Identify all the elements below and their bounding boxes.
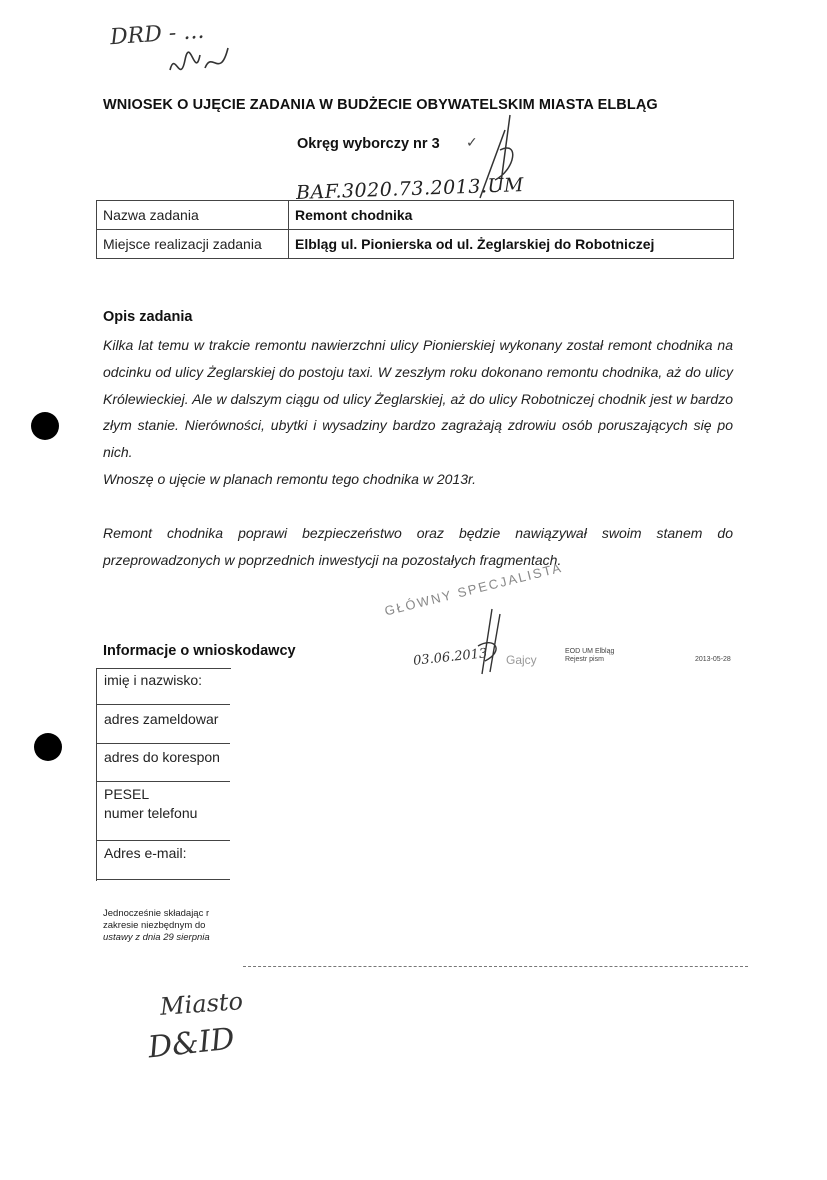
stamp-name: Gajcy — [506, 653, 537, 667]
registry-stamp — [565, 648, 614, 664]
consent-line: ustawy z dnia 29 sierpnia — [103, 932, 210, 943]
punch-hole — [34, 733, 62, 761]
applicant-heading: Informacje o wnioskodawcy — [103, 643, 296, 659]
stamp-signature — [470, 606, 510, 676]
handwritten-bottom-note: Miasto — [159, 987, 244, 1021]
punch-hole — [31, 412, 59, 440]
handwritten-top-note: DRD - ... — [109, 18, 206, 51]
address-field-label: adres zameldowar — [104, 711, 219, 727]
table-divider — [96, 879, 230, 880]
table-row — [97, 201, 734, 230]
check-mark-icon: ✓ — [466, 134, 478, 150]
description-paragraph: Remont chodnika poprawi bezpieczeństwo oraz będzie nawiązywał swoim stanem do przeprowadzonych w poprzednich inwestycji na pozostałych fragmentach. — [103, 524, 733, 568]
task-table — [96, 200, 734, 259]
description-paragraph: Wnoszę o ujęcie w planach remontu tego chodnika w 2013r. — [103, 470, 477, 487]
consent-line: Jednocześnie składając r — [103, 908, 210, 919]
initials-scribble — [150, 40, 240, 90]
document-title: WNIOSEK O UJĘCIE ZADANIA W BUDŻECIE OBYWATELSKIM MIASTA ELBLĄG — [103, 97, 658, 113]
name-field-label: imię i nazwisko: — [104, 672, 203, 688]
district-label: Okręg wyborczy nr 3 — [297, 136, 440, 152]
registry-line: EOD UM Elbląg — [565, 648, 615, 655]
table-divider — [96, 743, 230, 744]
phone-field-label: numer telefonu — [104, 805, 198, 821]
table-divider — [96, 840, 230, 841]
task-location-value: Elbląg ul. Pionierska od ul. Żeglarskiej do Robotniczej — [289, 230, 734, 259]
handwritten-bottom-note: D&ID — [146, 1021, 237, 1066]
consent-line: zakresie niezbędnym do — [103, 920, 206, 931]
registry-line: Rejestr pism — [565, 656, 604, 663]
task-name-value: Remont chodnika — [289, 201, 734, 230]
office-stamp: GŁÓWNY SPECJALISTA — [383, 559, 565, 619]
description-paragraph: Kilka lat temu w trakcie remontu nawierzchni ulicy Pionierskiej wykonany został remont chodnika na odcinku od ulicy Żeglarskiej do postoju taxi. W zeszłym roku dokonano remontu chodnika, aż do ulicy Królewieckiej. Ale w dalszym ciągu od ulicy Żeglarskiej, aż do ulicy Robotniczej chodnik jest w bardzo złym stanie. Nierówności, ubytki i wysadziny bardzo zagrażają zdrowiu osób poruszających się po nich. — [103, 337, 733, 461]
stamp-date: 03.06.2013 — [412, 646, 489, 669]
reference-number: BAF.3020.73.2013.UM — [295, 174, 525, 204]
correspondence-field-label: adres do korespon — [104, 749, 220, 765]
email-field-label: Adres e-mail: — [104, 845, 187, 861]
table-row — [97, 230, 734, 259]
description-body — [103, 332, 733, 573]
task-location-label: Miejsce realizacji zadania — [97, 230, 289, 259]
signature-line — [243, 966, 748, 967]
description-heading: Opis zadania — [103, 309, 193, 325]
table-divider — [96, 781, 230, 782]
pesel-field-label: PESEL — [104, 786, 150, 802]
table-divider — [96, 704, 230, 705]
task-name-label: Nazwa zadania — [97, 201, 289, 230]
registry-date: 2013-05-28 — [695, 656, 731, 663]
consent-text — [103, 908, 229, 944]
